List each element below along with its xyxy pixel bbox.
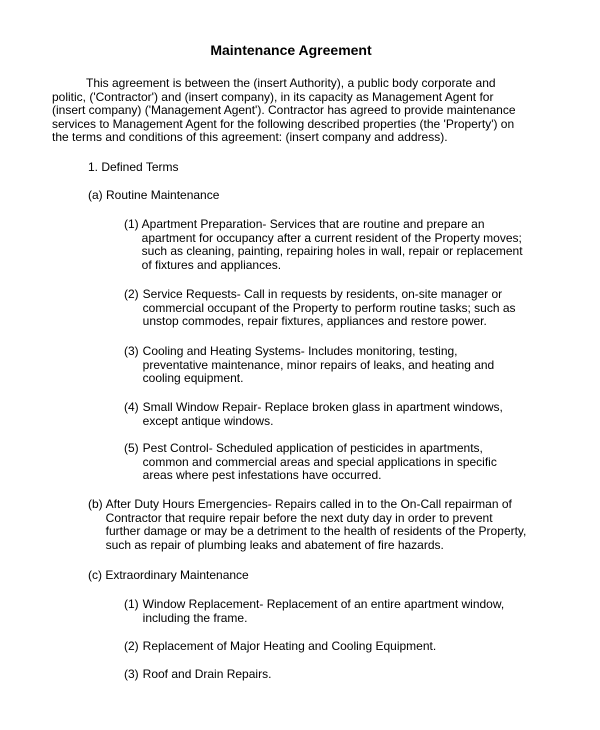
item-text: Apartment Preparation- Services that are routine and prepare an apartment for occupancy after a current resident of the Property moves; such as cleaning, painting, repairing holes in wall, repair or replacement of fixtures and appliances. — [141, 217, 523, 272]
item-number: (4) — [124, 400, 139, 414]
intro-paragraph — [52, 77, 530, 145]
item-text: Service Requests- Call in requests by residents, on-site manager or commercial occupant of the Property to perform routine tasks; such as unstop commodes, repair fixtures, appliances and restore power. — [142, 287, 516, 329]
list-item — [124, 345, 524, 386]
intro-text: This agreement is between the (insert Authority), a public body corporate and politic, ('Contractor') and (insert company), in its capacity as Management Agent for (insert company) ('Management Agent'). Contractor has agreed to provide maintenance services to Management Agent for the following described properties (the 'Property') on the terms and conditions of this agreement: (insert company and address). — [52, 76, 516, 145]
section-extraordinary-maintenance: (c) Extraordinary Maintenance — [88, 568, 249, 582]
item-text: After Duty Hours Emergencies- Repairs called in to the On-Call repairman of Contractor that require repair before the next duty day in order to prevent further damage or may be a detriment to the health of residents of the Property, such as repair of plumbing leaks and abatement of fire hazards. — [105, 497, 527, 552]
list-item — [124, 401, 524, 428]
item-text: Cooling and Heating Systems- Includes monitoring, testing, preventative maintenance, minor repairs of leaks, and heating and cooling equipment. — [142, 344, 495, 386]
item-text: Small Window Repair- Replace broken glass in apartment windows, except antique windows. — [142, 400, 503, 428]
item-number: (b) — [88, 497, 103, 511]
section-after-hours — [88, 498, 528, 552]
item-number: (3) — [124, 667, 139, 681]
item-number: (1) — [124, 217, 139, 231]
item-text: Pest Control- Scheduled application of pesticides in apartments, common and commercial areas and special applications in specific areas where pest infestations have occurred. — [142, 441, 497, 483]
item-text: Roof and Drain Repairs. — [142, 667, 272, 681]
section-routine-maintenance: (a) Routine Maintenance — [88, 188, 220, 202]
list-item — [124, 668, 524, 682]
list-item — [124, 218, 524, 272]
item-number: (2) — [124, 639, 139, 653]
item-number: (3) — [124, 344, 139, 358]
item-text: Window Replacement- Replacement of an entire apartment window, including the frame. — [142, 597, 505, 625]
section-defined-terms: 1. Defined Terms — [88, 160, 179, 174]
item-number: (5) — [124, 441, 139, 455]
document-title: Maintenance Agreement — [210, 42, 372, 58]
list-item — [124, 442, 524, 483]
list-item — [124, 640, 524, 654]
item-text: Replacement of Major Heating and Cooling Equipment. — [142, 639, 437, 653]
list-item — [124, 288, 524, 329]
list-item — [124, 598, 524, 625]
item-number: (2) — [124, 287, 139, 301]
item-number: (1) — [124, 597, 139, 611]
